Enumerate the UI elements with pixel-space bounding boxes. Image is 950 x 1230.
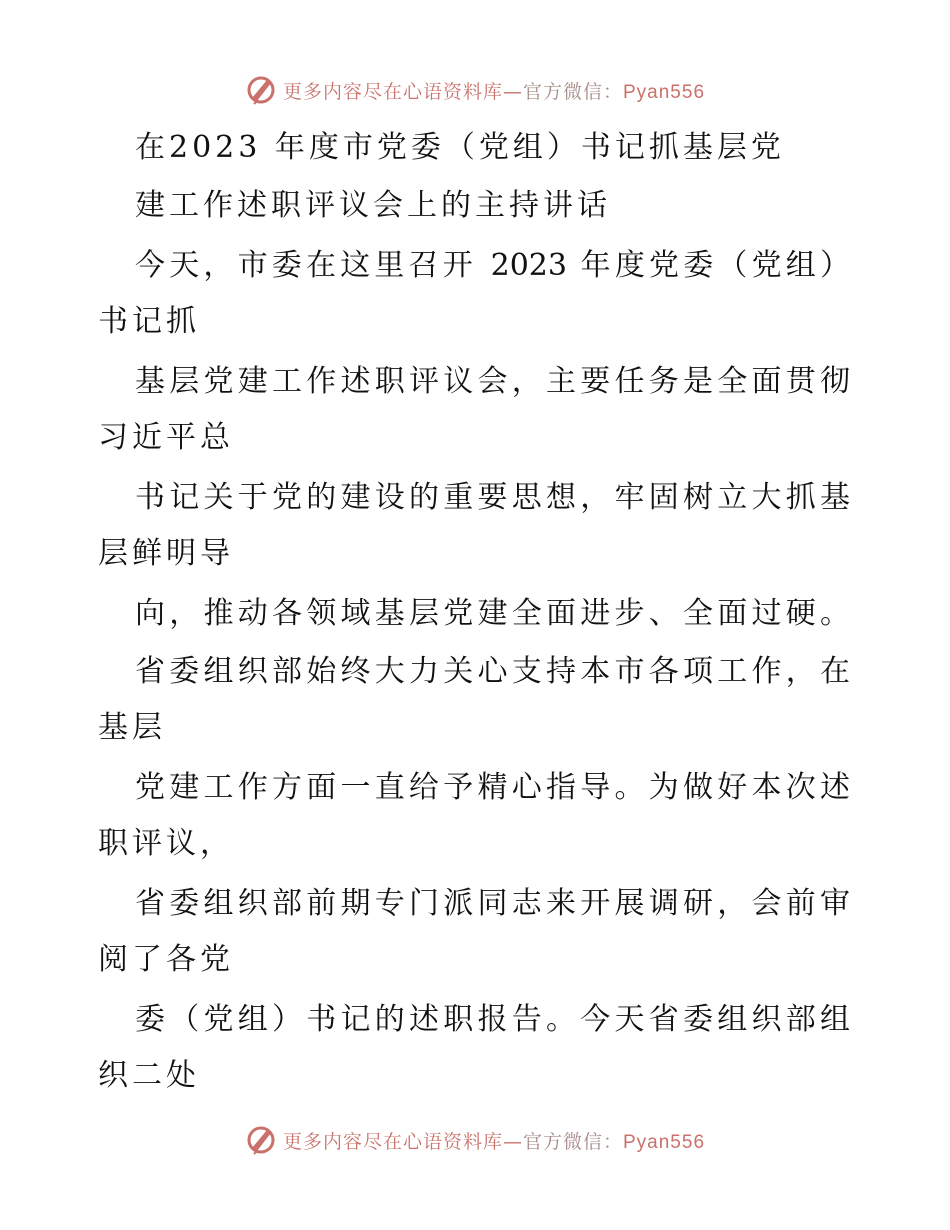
watermark-brand: 更多内容尽在心语资料库 — [282, 1130, 503, 1153]
quill-logo-icon — [245, 1124, 277, 1156]
watermark-text — [283, 1127, 705, 1154]
header-watermark — [0, 70, 950, 110]
body-line-11: 职评议， — [98, 826, 234, 861]
body-line-6: 层鲜明导 — [98, 536, 234, 571]
body-line-3: 基层党建工作述职评议会，主要任务是全面贯彻 — [135, 364, 850, 399]
body-line-7: 向，推动各领域基层党建全面进步、全面过硬。 — [135, 596, 850, 631]
body-line-10: 党建工作方面一直给予精心指导。为做好本次述 — [135, 770, 850, 805]
watermark-text — [283, 77, 705, 104]
quill-logo-icon — [245, 74, 277, 106]
watermark-separator: — — [502, 80, 523, 103]
watermark-official: 官方微信： — [522, 80, 623, 103]
watermark-id: Pyan556 — [623, 81, 706, 103]
title-line-2: 建工作述职评议会上的主持讲话 — [135, 188, 611, 223]
body-line-5: 书记关于党的建设的重要思想，牢固树立大抓基 — [135, 480, 850, 515]
body-line-13: 阅了各党 — [98, 942, 234, 977]
title-line-1: 在2023 年度市党委（党组）书记抓基层党 — [135, 130, 785, 165]
watermark-separator: — — [502, 1130, 523, 1153]
body-line-15: 织二处 — [98, 1058, 200, 1093]
body-line-1: 今天，市委在这里召开 2023 年度党委（党组） — [135, 248, 850, 283]
body-line-4: 习近平总 — [98, 420, 234, 455]
body-line-8: 省委组织部始终大力关心支持本市各项工作，在 — [135, 654, 850, 689]
footer-watermark — [0, 1120, 950, 1160]
body-line-14: 委（党组）书记的述职报告。今天省委组织部组 — [135, 1002, 850, 1037]
body-line-9: 基层 — [98, 710, 166, 745]
watermark-official: 官方微信： — [522, 1130, 623, 1153]
body-line-2: 书记抓 — [98, 304, 200, 339]
watermark-brand: 更多内容尽在心语资料库 — [282, 80, 503, 103]
watermark-id: Pyan556 — [623, 1131, 706, 1153]
body-line-12: 省委组织部前期专门派同志来开展调研，会前审 — [135, 886, 850, 921]
